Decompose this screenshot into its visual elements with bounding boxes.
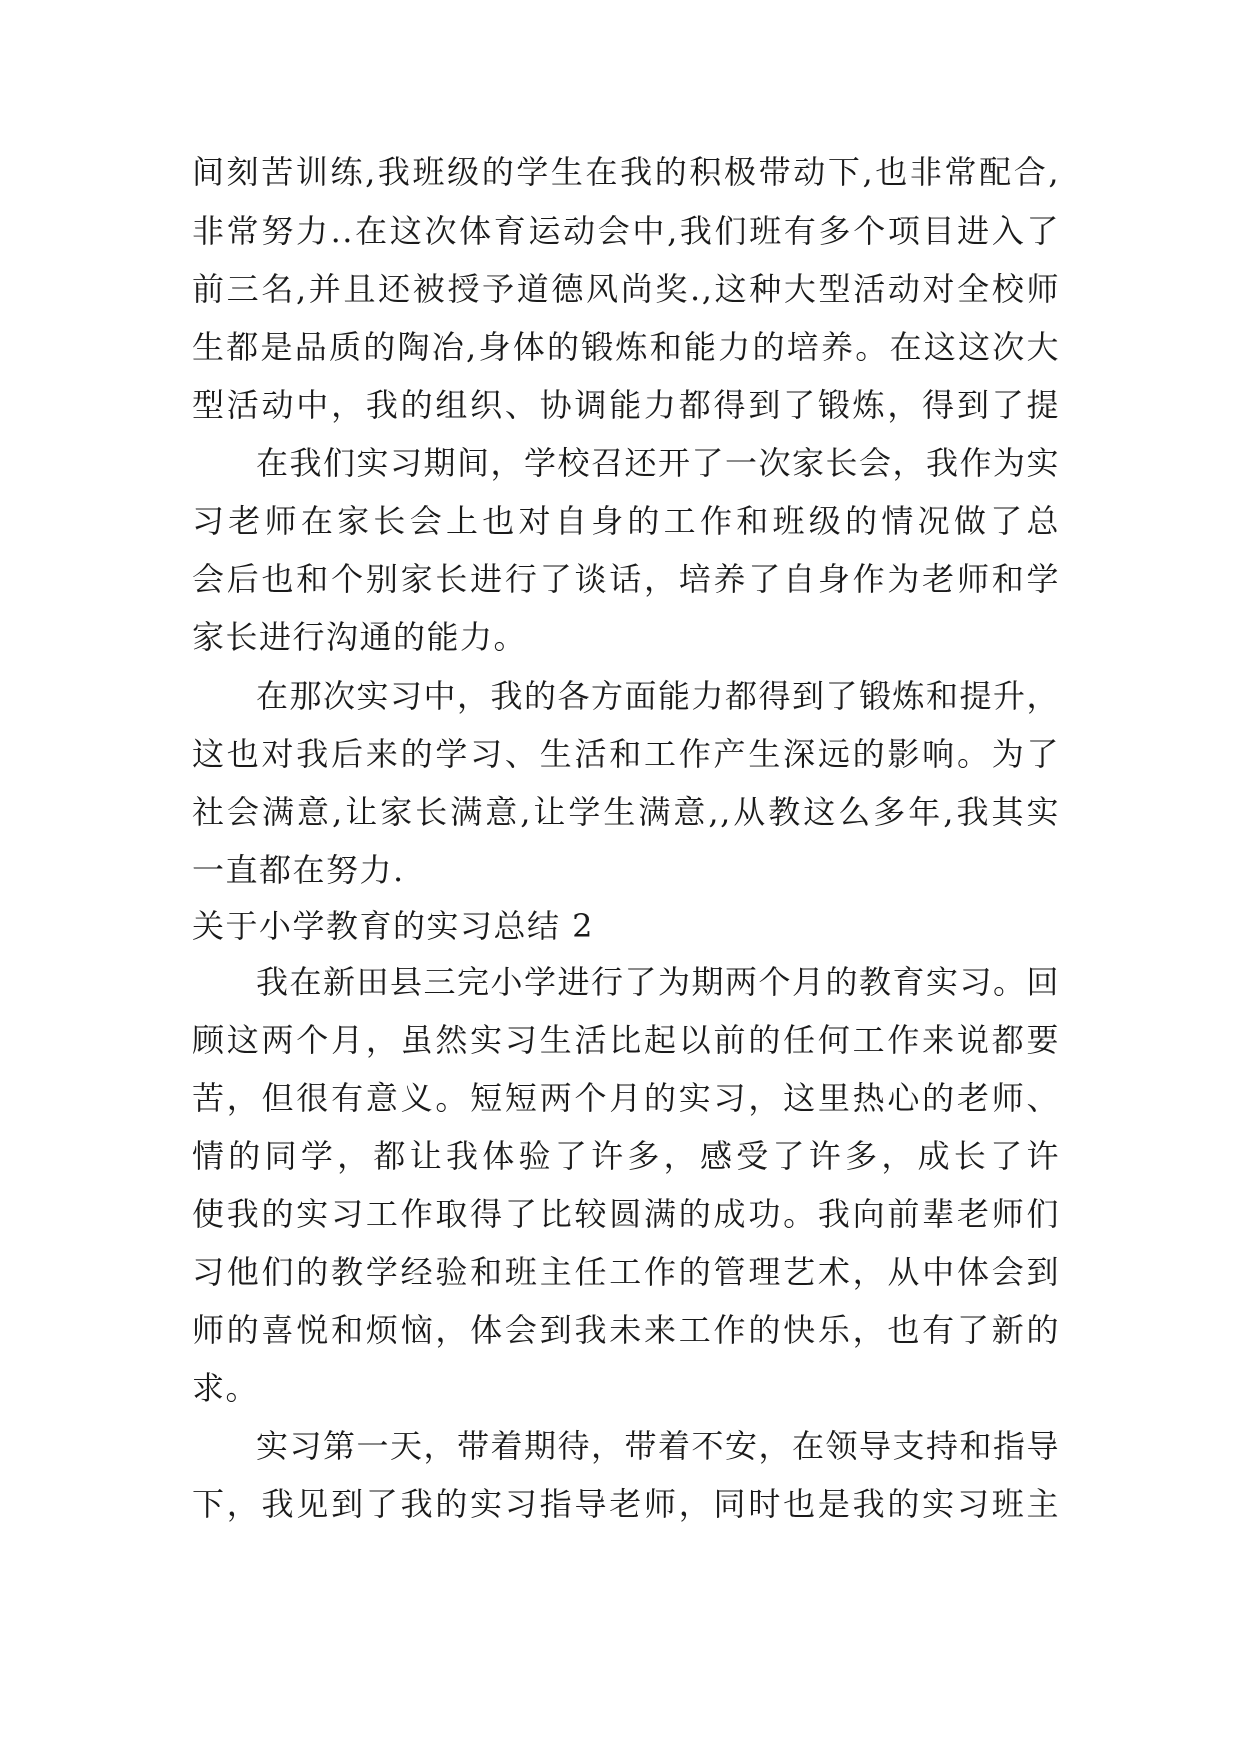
text-line: 这也对我后来的学习、生活和工作产生深远的影响。为了 (192, 735, 1060, 773)
text-line: 师的喜悦和烦恼，体会到我未来工作的快乐，也有了新的 (192, 1311, 1060, 1349)
text-line: 会后也和个别家长进行了谈话，培养了自身作为老师和学 (192, 560, 1060, 598)
text-line: 苦，但很有意义。短短两个月的实习，这里热心的老师、 (192, 1079, 1060, 1117)
text-line: 社会满意,让家长满意,让学生满意,,从教这么多年,我其实 (192, 793, 1060, 831)
text-line: 使我的实习工作取得了比较圆满的成功。我向前辈老师们 (192, 1195, 1060, 1233)
text-line: 前三名,并且还被授予道德风尚奖.,这种大型活动对全校师 (192, 270, 1060, 308)
text-line: 间刻苦训练,我班级的学生在我的积极带动下,也非常配合, (192, 153, 1060, 191)
text-line: 情的同学，都让我体验了许多，感受了许多，成长了许 (192, 1137, 1060, 1175)
text-line: 习他们的教学经验和班主任工作的管理艺术，从中体会到 (192, 1253, 1060, 1291)
text-line: 型活动中，我的组织、协调能力都得到了锻炼，得到了提 (192, 386, 1060, 424)
paragraph-first-line: 实习第一天，带着期待，带着不安，在领导支持和指导 (256, 1427, 1060, 1465)
text-line: 一直都在努力. (192, 851, 405, 889)
text-line: 家长进行沟通的能力。 (192, 618, 528, 656)
text-line: 习老师在家长会上也对自身的工作和班级的情况做了总 (192, 502, 1060, 540)
paragraph-first-line: 在我们实习期间，学校召还开了一次家长会，我作为实 (256, 444, 1060, 482)
text-line: 非常努力..在这次体育运动会中,我们班有多个项目进入了 (192, 212, 1060, 250)
text-line: 求。 (192, 1369, 260, 1407)
text-line: 下，我见到了我的实习指导老师，同时也是我的实习班主 (192, 1485, 1060, 1523)
paragraph-first-line: 在那次实习中，我的各方面能力都得到了锻炼和提升， (256, 677, 1060, 715)
text-line: 生都是品质的陶冶,身体的锻炼和能力的培养。在这这次大 (192, 328, 1060, 366)
paragraph-first-line: 我在新田县三完小学进行了为期两个月的教育实习。回 (256, 963, 1060, 1001)
text-line: 顾这两个月，虽然实习生活比起以前的任何工作来说都要 (192, 1021, 1060, 1059)
section-heading: 关于小学教育的实习总结 2 (192, 907, 595, 945)
